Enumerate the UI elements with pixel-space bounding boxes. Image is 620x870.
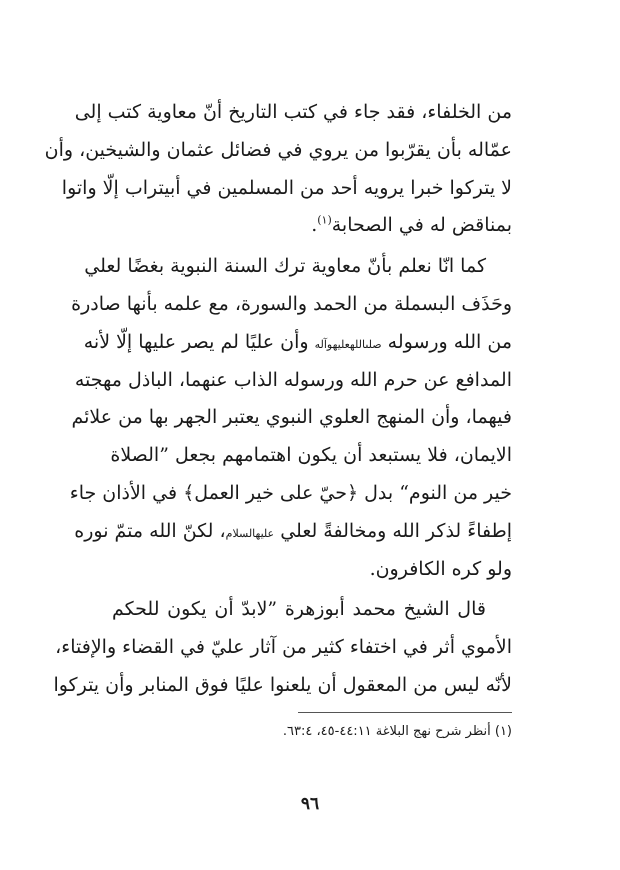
text-line	[83, 324, 512, 362]
text-segment: وأن عليًا لم يصر عليها إلّا لأنه	[83, 330, 309, 353]
text-segment: بمناقض له في الصحابة	[331, 214, 512, 237]
text-line: وحَذَف البسملة من الحمد والسورة، مع علمه بأنها صادرة	[71, 292, 512, 315]
text-segment: من الله ورسوله	[387, 330, 512, 353]
footnote: (١) أنظر شرح نهج البلاغة ٤٤:١١-٤٥، ٦٣:٤.	[282, 724, 512, 739]
text-line: قال الشيخ محمد أبوزهرة ”لابدّ أن يكون للحكم	[112, 598, 486, 621]
text-segment: إطفاءً لذكر الله ومخالفةً لعلي	[280, 519, 512, 542]
text-line: المدافع عن حرم الله ورسوله الذاب عنهما، الباذل مهجته	[74, 368, 512, 391]
text-line: فيهما، وأن المنهج العلوي النبوي يعتبر الجهر بها من علائم	[71, 406, 512, 429]
text-line: الأموي أثر في اختفاء كثير من آثار عليّ في القضاء والإفتاء،	[55, 636, 512, 659]
text-line: من الخلفاء، فقد جاء في كتب التاريخ أنّ معاوية كتب إلى	[74, 101, 512, 123]
text-line	[74, 513, 512, 551]
page-body	[44, 94, 512, 705]
page-number: ٩٦	[300, 794, 320, 814]
text-line: الايمان، فلا يستبعد أن يكون اهتمامهم بجعل ”الصلاة	[110, 444, 512, 467]
text-line: لأنّه ليس من المعقول أن يلعنوا عليًا فوق المنابر وأن يتركوا	[53, 673, 512, 696]
text-segment: .	[311, 214, 318, 237]
footnote-reference: (١)	[317, 214, 332, 228]
text-line	[112, 207, 512, 245]
text-segment: ، لكنّ الله متمّ نوره	[74, 519, 226, 542]
honorific: عليهالسلام	[225, 526, 275, 540]
honorific: صلىاللهعليهوآله	[314, 337, 382, 351]
text-line: كما انّا نعلم بأنّ معاوية ترك السنة النبوية بغضًا لعلي	[84, 255, 486, 278]
text-line: خير من النوم“ بدل ﴿حيّ على خير العمل﴾ في الأذان جاء	[69, 481, 512, 504]
text-line: لا يتركوا خبرا يرويه أحد من المسلمين في أبيتراب إلّا واتوا	[61, 176, 512, 199]
text-line: عمّاله بأن يقرّبوا من يروي في فضائل عثمان والشيخين، وأن	[44, 138, 512, 161]
text-line: ولو كره الكافرون.	[369, 557, 512, 580]
footnote-divider	[298, 712, 512, 713]
